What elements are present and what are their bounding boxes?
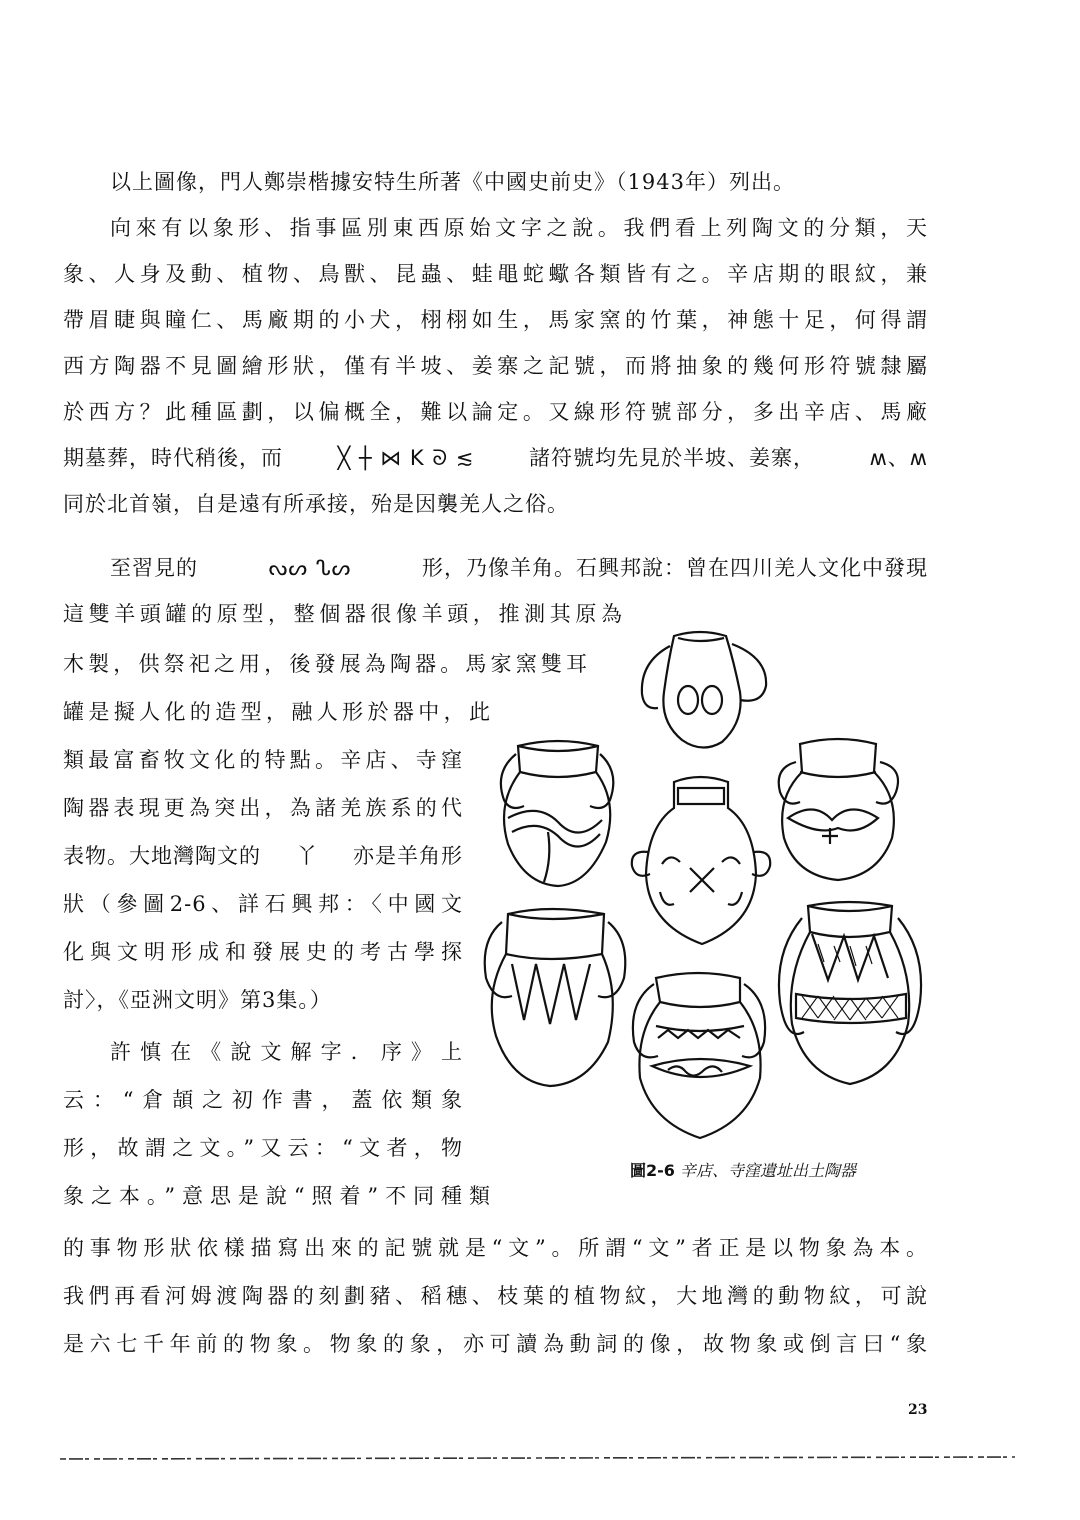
paragraph-2-line-5: 於西方？此種區劃，以偏概全，難以論定。又線形符號部分，多出辛店、馬廠 xyxy=(63,400,928,424)
paragraph-3-line-7-text-a: 表物。大地灣陶文的 xyxy=(63,844,261,868)
linear-symbols-a: ╳ ┼ ⋈ K ᘐ ≲ xyxy=(337,446,475,470)
pottery-figure xyxy=(478,622,938,1162)
pottery-jar-hatched-net xyxy=(779,902,921,1084)
paragraph-4-line-7: 是六七千年前的物象。物象的象，亦可讀為動詞的像，故物象或倒言曰“象 xyxy=(63,1332,928,1356)
paragraph-3-line-10: 討〉，《亞洲文明》第3集。） xyxy=(63,988,332,1012)
ram-horn-symbols: ᔓᔕ ᔐᔕ xyxy=(268,556,352,580)
paragraph-2-line-6 xyxy=(63,442,928,474)
pottery-jar-triangle-band xyxy=(485,909,626,1086)
pottery-jar-eyes xyxy=(642,632,766,748)
paragraph-4-line-4: 象之本。”意思是說“照着”不同種類 xyxy=(63,1184,491,1208)
page-number: 23 xyxy=(908,1402,928,1418)
figure-caption-text: 辛店、寺窪遺址出土陶器 xyxy=(680,1161,857,1180)
paragraph-3-line-5: 類最富畜牧文化的特點。辛店、寺窪 xyxy=(63,748,463,772)
pottery-jar-curl-band xyxy=(779,739,898,880)
linear-symbols-b: ʍ、ʍ xyxy=(869,446,928,470)
paragraph-3-line-8: 狀（參圖2-6、詳石興邦：〈中國文 xyxy=(63,892,463,916)
paragraph-3-line-3: 木製，供祭祀之用，後發展為陶器。馬家窯雙耳 xyxy=(63,652,588,676)
yang-horn-symbol: 丫 xyxy=(296,844,318,868)
paragraph-2-line-7: 同於北首嶺，自是遠有所承接，殆是因襲羌人之俗。 xyxy=(63,492,569,516)
scan-edge-rule xyxy=(60,1455,1015,1463)
pottery-jar-spiral xyxy=(501,741,613,886)
pottery-jar-cross-motif xyxy=(632,777,770,944)
pottery-jar-wave-band xyxy=(633,973,765,1138)
paragraph-3-line-1-text-b: 形，乃像羊角。石興邦說：曾在四川羌人文化中發現 xyxy=(421,556,928,580)
paragraph-2-line-6-text-a: 期墓葬，時代稍後，而 xyxy=(63,446,283,470)
paragraph-1-line-1: 以上圖像，門人鄭崇楷據安特生所著《中國史前史》（1943年）列出。 xyxy=(110,170,795,194)
paragraph-2-line-2: 象、人身及動、植物、鳥獸、昆蟲、蛙黽蛇蠍各類皆有之。辛店期的眼紋，兼 xyxy=(63,262,928,286)
paragraph-3-line-2: 這雙羊頭罐的原型，整個器很像羊頭，推測其原為 xyxy=(63,602,623,626)
paragraph-4-line-1: 許慎在《說文解字．序》上 xyxy=(110,1040,463,1064)
paragraph-3-line-7-text-b: 亦是羊角形 xyxy=(353,844,463,868)
figure-caption xyxy=(630,1158,856,1181)
paragraph-4-line-6: 我們再看河姆渡陶器的刻劃豬、稻穗、枝葉的植物紋，大地灣的動物紋，可說 xyxy=(63,1284,928,1308)
paragraph-3-line-4: 罐是擬人化的造型，融人形於器中，此 xyxy=(63,700,491,724)
paragraph-3-line-7 xyxy=(63,840,463,872)
paragraph-3-line-1-text-a: 至習見的 xyxy=(110,556,198,580)
paragraph-2-line-6-text-b: 諸符號均先見於半坡、姜寨， xyxy=(529,446,816,470)
paragraph-2-line-4: 西方陶器不見圖繪形狀，僅有半坡、姜寨之記號，而將抽象的幾何形符號隸屬 xyxy=(63,354,928,378)
paragraph-3-line-9: 化與文明形成和發展史的考古學探 xyxy=(63,940,463,964)
paragraph-2-line-3: 帶眉睫與瞳仁、馬廠期的小犬，栩栩如生，馬家窯的竹葉，神態十足，何得謂 xyxy=(63,308,928,332)
figure-label: 圖2-6 xyxy=(630,1161,675,1180)
paragraph-3-line-1 xyxy=(110,552,928,584)
paragraph-2-line-1: 向來有以象形、指事區別東西原始文字之說。我們看上列陶文的分類，天 xyxy=(110,216,928,240)
paragraph-4-line-5: 的事物形狀依樣描寫出來的記號就是“文”。所謂“文”者正是以物象為本。 xyxy=(63,1236,928,1260)
paragraph-4-line-2: 云：“倉頡之初作書，蓋依類象 xyxy=(63,1088,463,1112)
paragraph-4-line-3: 形，故謂之文。”又云：“文者，物 xyxy=(63,1136,463,1160)
paragraph-3-line-6: 陶器表現更為突出，為諸羌族系的代 xyxy=(63,796,463,820)
